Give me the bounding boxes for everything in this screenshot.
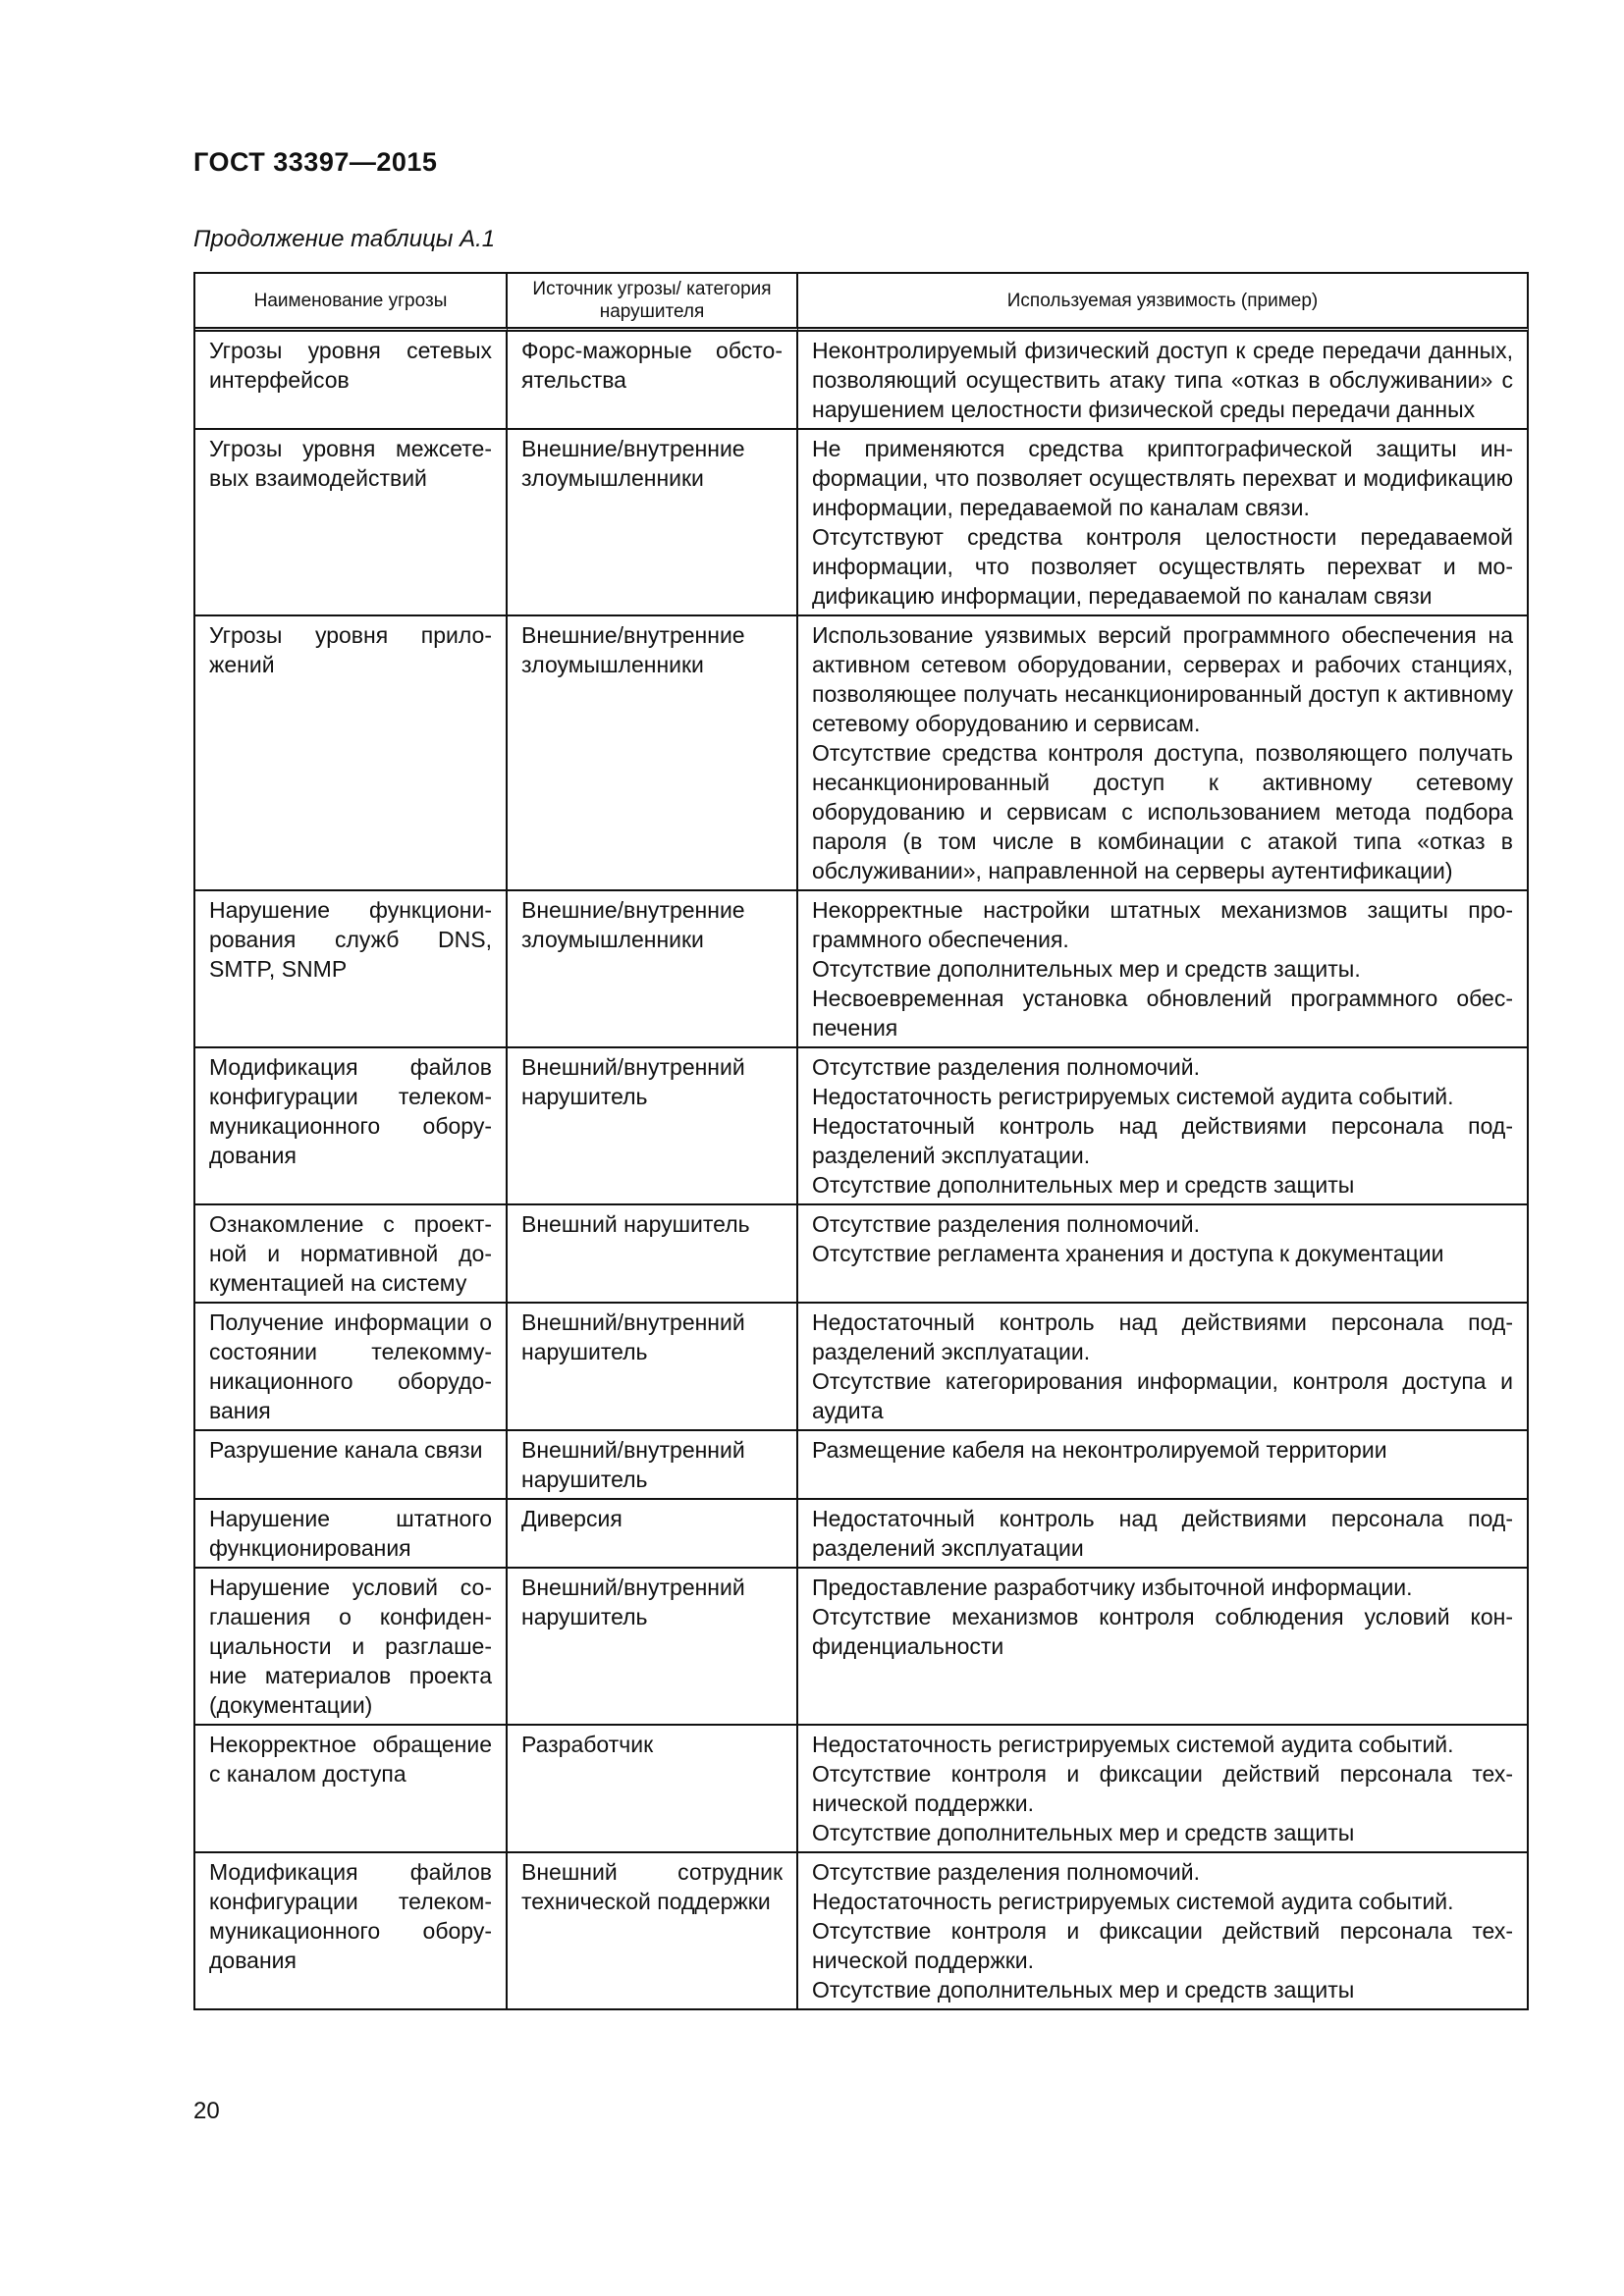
vulnerability-item: Не применяются средства криптографической защиты информации, что позволяет осуществлять перехват и модификацию информации, передаваемой по каналам связи. — [812, 436, 1513, 520]
document-id-header: ГОСТ 33397—2015 — [193, 147, 438, 177]
table-row — [195, 1304, 1529, 1431]
table-row — [195, 1726, 1529, 1853]
table-row — [195, 891, 1529, 1048]
cell-vulnerability — [798, 616, 1529, 891]
cell-threat-source: Внешний нарушитель — [508, 1205, 798, 1304]
column-header-source: Источник угрозы/ категория нарушителя — [508, 274, 798, 332]
cell-threat-name: Модификация файлов конфигурации телекоммуникационного оборудования — [195, 1853, 508, 2010]
table-row — [195, 332, 1529, 430]
vulnerability-item: Отсутствие дополнительных мер и средств защиты — [812, 1820, 1355, 1845]
cell-threat-source: Внешний сотрудник технической поддержки — [508, 1853, 798, 2010]
table-row — [195, 1431, 1529, 1500]
cell-threat-source: Форс-мажорные обстоятельства — [508, 332, 798, 430]
cell-threat-name: Угрозы уровня межсетевых взаимодействий — [195, 430, 508, 616]
cell-vulnerability — [798, 1726, 1529, 1853]
vulnerability-item: Недостаточный контроль над действиями персонала подразделений эксплуатации. — [812, 1309, 1513, 1364]
table-body — [195, 332, 1529, 2010]
cell-threat-name: Получение информации о состоянии телекоммуникационного оборудования — [195, 1304, 508, 1431]
threats-table-container — [193, 272, 1527, 2010]
vulnerability-item: Недостаточность регистрируемых системой аудита событий. — [812, 1084, 1454, 1109]
cell-vulnerability — [798, 1569, 1529, 1726]
vulnerability-item: Недостаточность регистрируемых системой аудита событий. — [812, 1889, 1454, 1914]
cell-vulnerability — [798, 1431, 1529, 1500]
cell-threat-source: Внешний/внутренний нарушитель — [508, 1304, 798, 1431]
vulnerability-item: Размещение кабеля на неконтролируемой территории — [812, 1437, 1387, 1463]
table-header-row — [195, 274, 1529, 332]
cell-threat-source: Внешние/внутренние злоумышленники — [508, 616, 798, 891]
vulnerability-item: Отсутствие средства контроля доступа, позволяющего получать несанкционированный доступ к активному сетевому оборудованию и сервисам с использованием метода подбора пароля (в том числе в комбинации с атакой типа «отказ в обслуживании», направленной на серверы аутентификации) — [812, 740, 1513, 883]
cell-threat-source: Внешний/внутренний нарушитель — [508, 1048, 798, 1205]
vulnerability-item: Отсутствие контроля и фиксации действий персонала технической поддержки. — [812, 1761, 1513, 1816]
cell-threat-name: Ознакомление с проектной и нормативной документацией на систему — [195, 1205, 508, 1304]
column-header-vulnerability: Используемая уязвимость (пример) — [798, 274, 1529, 332]
cell-threat-source: Разработчик — [508, 1726, 798, 1853]
vulnerability-item: Отсутствие механизмов контроля соблюдения условий конфиденциальности — [812, 1604, 1513, 1659]
cell-threat-source: Внешние/внутренние злоумышленники — [508, 891, 798, 1048]
cell-vulnerability — [798, 891, 1529, 1048]
table-row — [195, 1048, 1529, 1205]
vulnerability-item: Отсутствуют средства контроля целостности передаваемой информации, что позволяет осуществлять перехват и модификацию информации, передаваемой по каналам связи — [812, 524, 1513, 609]
table-row — [195, 430, 1529, 616]
cell-vulnerability — [798, 430, 1529, 616]
vulnerability-item: Недостаточность регистрируемых системой аудита событий. — [812, 1732, 1454, 1757]
vulnerability-item: Отсутствие разделения полномочий. — [812, 1859, 1200, 1885]
cell-threat-name: Модификация файлов конфигурации телекоммуникационного оборудования — [195, 1048, 508, 1205]
cell-vulnerability — [798, 1853, 1529, 2010]
vulnerability-item: Неконтролируемый физический доступ к среде передачи данных, позволяющий осуществить атаку типа «отказ в обслуживании» с нарушением целостности физической среды передачи данных — [812, 338, 1513, 422]
table-row — [195, 1205, 1529, 1304]
vulnerability-item: Недостаточный контроль над действиями персонала подразделений эксплуатации — [812, 1506, 1513, 1561]
vulnerability-item: Предоставление разработчику избыточной информации. — [812, 1575, 1413, 1600]
table-row — [195, 616, 1529, 891]
table-row — [195, 1853, 1529, 2010]
cell-threat-source: Диверсия — [508, 1500, 798, 1569]
vulnerability-item: Некорректные настройки штатных механизмов защиты программного обеспечения. — [812, 897, 1513, 952]
cell-threat-name: Нарушение штатного функционирования — [195, 1500, 508, 1569]
cell-threat-name: Угрозы уровня сетевых интерфейсов — [195, 332, 508, 430]
vulnerability-item: Отсутствие контроля и фиксации действий персонала технической поддержки. — [812, 1918, 1513, 1973]
cell-threat-name: Разрушение канала связи — [195, 1431, 508, 1500]
table-row — [195, 1500, 1529, 1569]
page-number: 20 — [193, 2098, 220, 2124]
cell-threat-name: Некорректное обращение с каналом доступа — [195, 1726, 508, 1853]
vulnerability-item: Отсутствие регламента хранения и доступа к документации — [812, 1241, 1444, 1266]
cell-threat-source: Внешние/внутренние злоумышленники — [508, 430, 798, 616]
cell-vulnerability — [798, 1048, 1529, 1205]
cell-vulnerability — [798, 332, 1529, 430]
cell-threat-name: Нарушение условий соглашения о конфиденциальности и разглашение материалов проекта (документации) — [195, 1569, 508, 1726]
cell-vulnerability — [798, 1304, 1529, 1431]
vulnerability-item: Отсутствие разделения полномочий. — [812, 1211, 1200, 1237]
table-caption: Продолжение таблицы А.1 — [193, 226, 496, 252]
cell-vulnerability — [798, 1205, 1529, 1304]
column-header-threat: Наименование угрозы — [195, 274, 508, 332]
table-header — [195, 274, 1529, 332]
vulnerability-item: Отсутствие дополнительных мер и средств защиты — [812, 1977, 1355, 2002]
threats-table — [193, 272, 1529, 2010]
vulnerability-item: Отсутствие категорирования информации, контроля доступа и аудита — [812, 1368, 1513, 1423]
vulnerability-item: Отсутствие дополнительных мер и средств защиты — [812, 1172, 1355, 1198]
vulnerability-item: Несвоевременная установка обновлений программного обеспечения — [812, 986, 1513, 1041]
vulnerability-item: Отсутствие разделения полномочий. — [812, 1054, 1200, 1080]
cell-vulnerability — [798, 1500, 1529, 1569]
vulnerability-item: Отсутствие дополнительных мер и средств защиты. — [812, 956, 1361, 982]
vulnerability-item: Использование уязвимых версий программного обеспечения на активном сетевом оборудовании, серверах и рабочих станциях, позволяющее получать несанкционированный доступ к активному сетевому оборудованию и сервисам. — [812, 622, 1513, 736]
cell-threat-source: Внешний/внутренний нарушитель — [508, 1431, 798, 1500]
cell-threat-source: Внешний/внутренний нарушитель — [508, 1569, 798, 1726]
table-row — [195, 1569, 1529, 1726]
cell-threat-name: Угрозы уровня приложений — [195, 616, 508, 891]
vulnerability-item: Недостаточный контроль над действиями персонала подразделений эксплуатации. — [812, 1113, 1513, 1168]
cell-threat-name: Нарушение функционирования служб DNS, SMTP, SNMP — [195, 891, 508, 1048]
